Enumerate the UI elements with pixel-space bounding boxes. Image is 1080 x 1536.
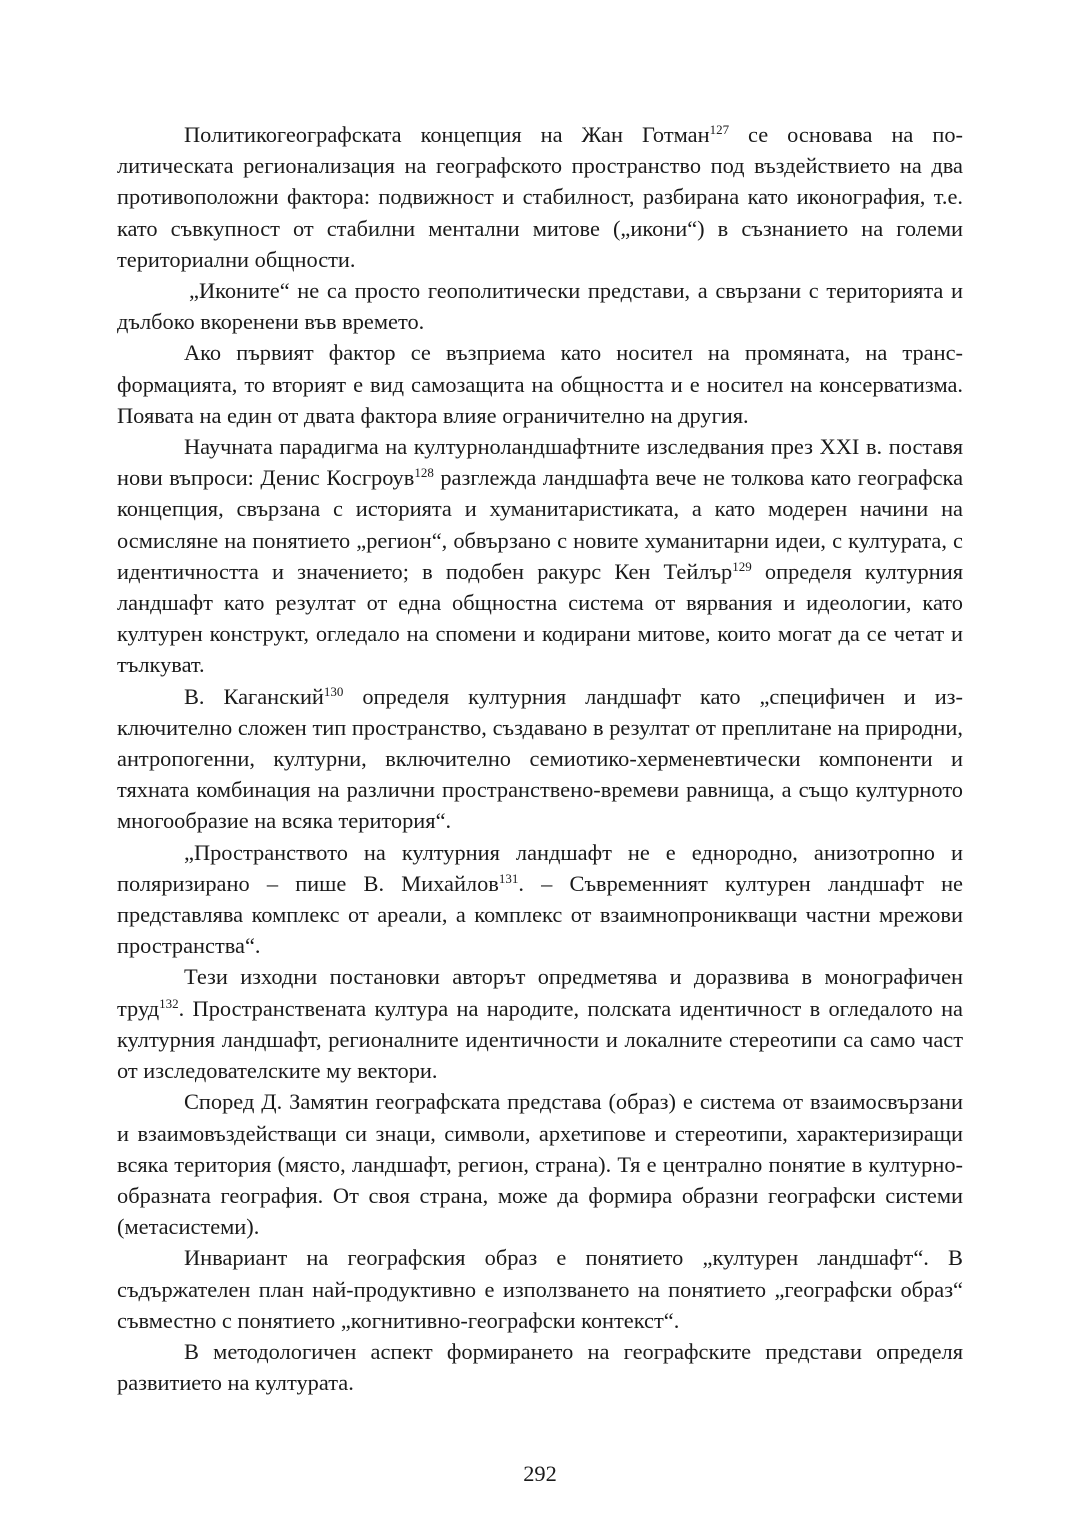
paragraph-icons [117, 275, 963, 337]
paragraph-text: Тези изходни постановки авторът опредметява и доразвива в монографичен труд [117, 964, 963, 1021]
paragraph-paradigm [117, 431, 963, 681]
footnote-ref-130: 130 [323, 683, 344, 699]
footnote-ref-128: 128 [414, 465, 434, 481]
page-number: 292 [523, 1461, 557, 1486]
paragraph-text: се основава на политическата регионализация на географското пространство под въздействието на два противоположни фактора: подвижност и стабилност, разбирана като иконография, т.е. като съвкупност от стабилни ментални митове („икони“) в съзнанието на големи териториални общности. [117, 122, 963, 272]
paragraph-text: определя културния ландшафт като „специфичен и изключително сложен тип пространство, създавано в резултат от преплитане на природни, антропогенни, културни, включително семиотико-херменевтически компоненти и тяхната комбинация на различни пространствено-времеви равнища, а също културното многообразие на всяка територия“. [117, 683, 963, 834]
page-body [117, 119, 963, 1398]
paragraph-invariant [117, 1242, 963, 1336]
paragraph-gottmann [117, 119, 963, 275]
paragraph-text: Политикогеографската концепция на Жан Готман [184, 122, 710, 147]
paragraph-text: определя културния ландшафт като резултат от една общностна система от вярвания и идеологии, като културен конструкт, огледало на спомени и кодирани митове, които могат да се четат и тълкуват. [117, 558, 963, 678]
paragraph-text: Според Д. Замятин географската представа (образ) е система от взаимосвързани и взаимовъздействащи си знаци, символи, архетипове и стереотипи, характеризиращи всяка територия (място, ландшафт, регион, страна). Тя е централно понятие в културно-образната география. От своя страна, може да формира образни географски системи (метасистеми). [117, 1089, 963, 1240]
paragraph-text: Научната парадигма на културноландшафтните изследвания през XXI в. поставя нови въпроси: Денис Косгроув [117, 434, 963, 491]
paragraph-text: разглежда ландшафта вече не толкова като географска концепция, свързана с историята и хуманитаристиката, а като модерен начини на осмисляне на понятието „регион“, обвързано с новите хуманитарни идеи, с културата, с идентичността и значението; в подобен ракурс Кен Тейлър [117, 465, 964, 584]
paragraph-mihaylov [117, 837, 963, 962]
paragraph-text: . – Съвременният културен ландшафт не представлява комплекс от ареали, а комплекс от взаимнопроникващи частни мрежови пространства“. [117, 870, 963, 959]
paragraph-first-factor [117, 337, 963, 431]
paragraph-kaganski [117, 681, 963, 837]
paragraph-monograph [117, 961, 963, 1086]
paragraph-text: Инвариант на географския образ е понятието „културен ландшафт“. В съдържателен план най-продуктивно е използването на понятието „географски образ“ съвместно с понятието „когнитивно-географски контекст“. [117, 1245, 963, 1333]
paragraph-text: „Иконите“ не са просто геополитически представи, а свързани с територията и дълбоко вкоренени във времето. [117, 278, 963, 335]
footnote-ref-131: 131 [498, 870, 519, 886]
paragraph-text: „Пространството на културния ландшафт не е еднородно, анизотропно и поляризирано – пише В. Михайлов [117, 839, 963, 896]
paragraph-text: Ако първият фактор се възприема като носител на промяната, на трансформацията, то вторият е вид самозащита на общността и е носител на консерватизма. Появата на един от двата фактора влияе ограничително на другия. [117, 340, 963, 428]
paragraph-zamyatin [117, 1086, 963, 1242]
footnote-ref-129: 129 [732, 558, 752, 574]
paragraph-methodology [117, 1336, 963, 1398]
paragraph-text: . Пространствената култура на народите, полската идентичност в огледалото на културния ландшафт, регионалните идентичности и локалните стереотипи са само част от изследователските му вектори. [117, 995, 963, 1084]
paragraph-text: В. Каганский [184, 683, 324, 709]
footnote-ref-132: 132 [159, 995, 179, 1011]
footnote-ref-127: 127 [709, 122, 730, 137]
paragraph-text: В методологичен аспект формирането на географските представи определя развитието на културата. [117, 1338, 963, 1396]
